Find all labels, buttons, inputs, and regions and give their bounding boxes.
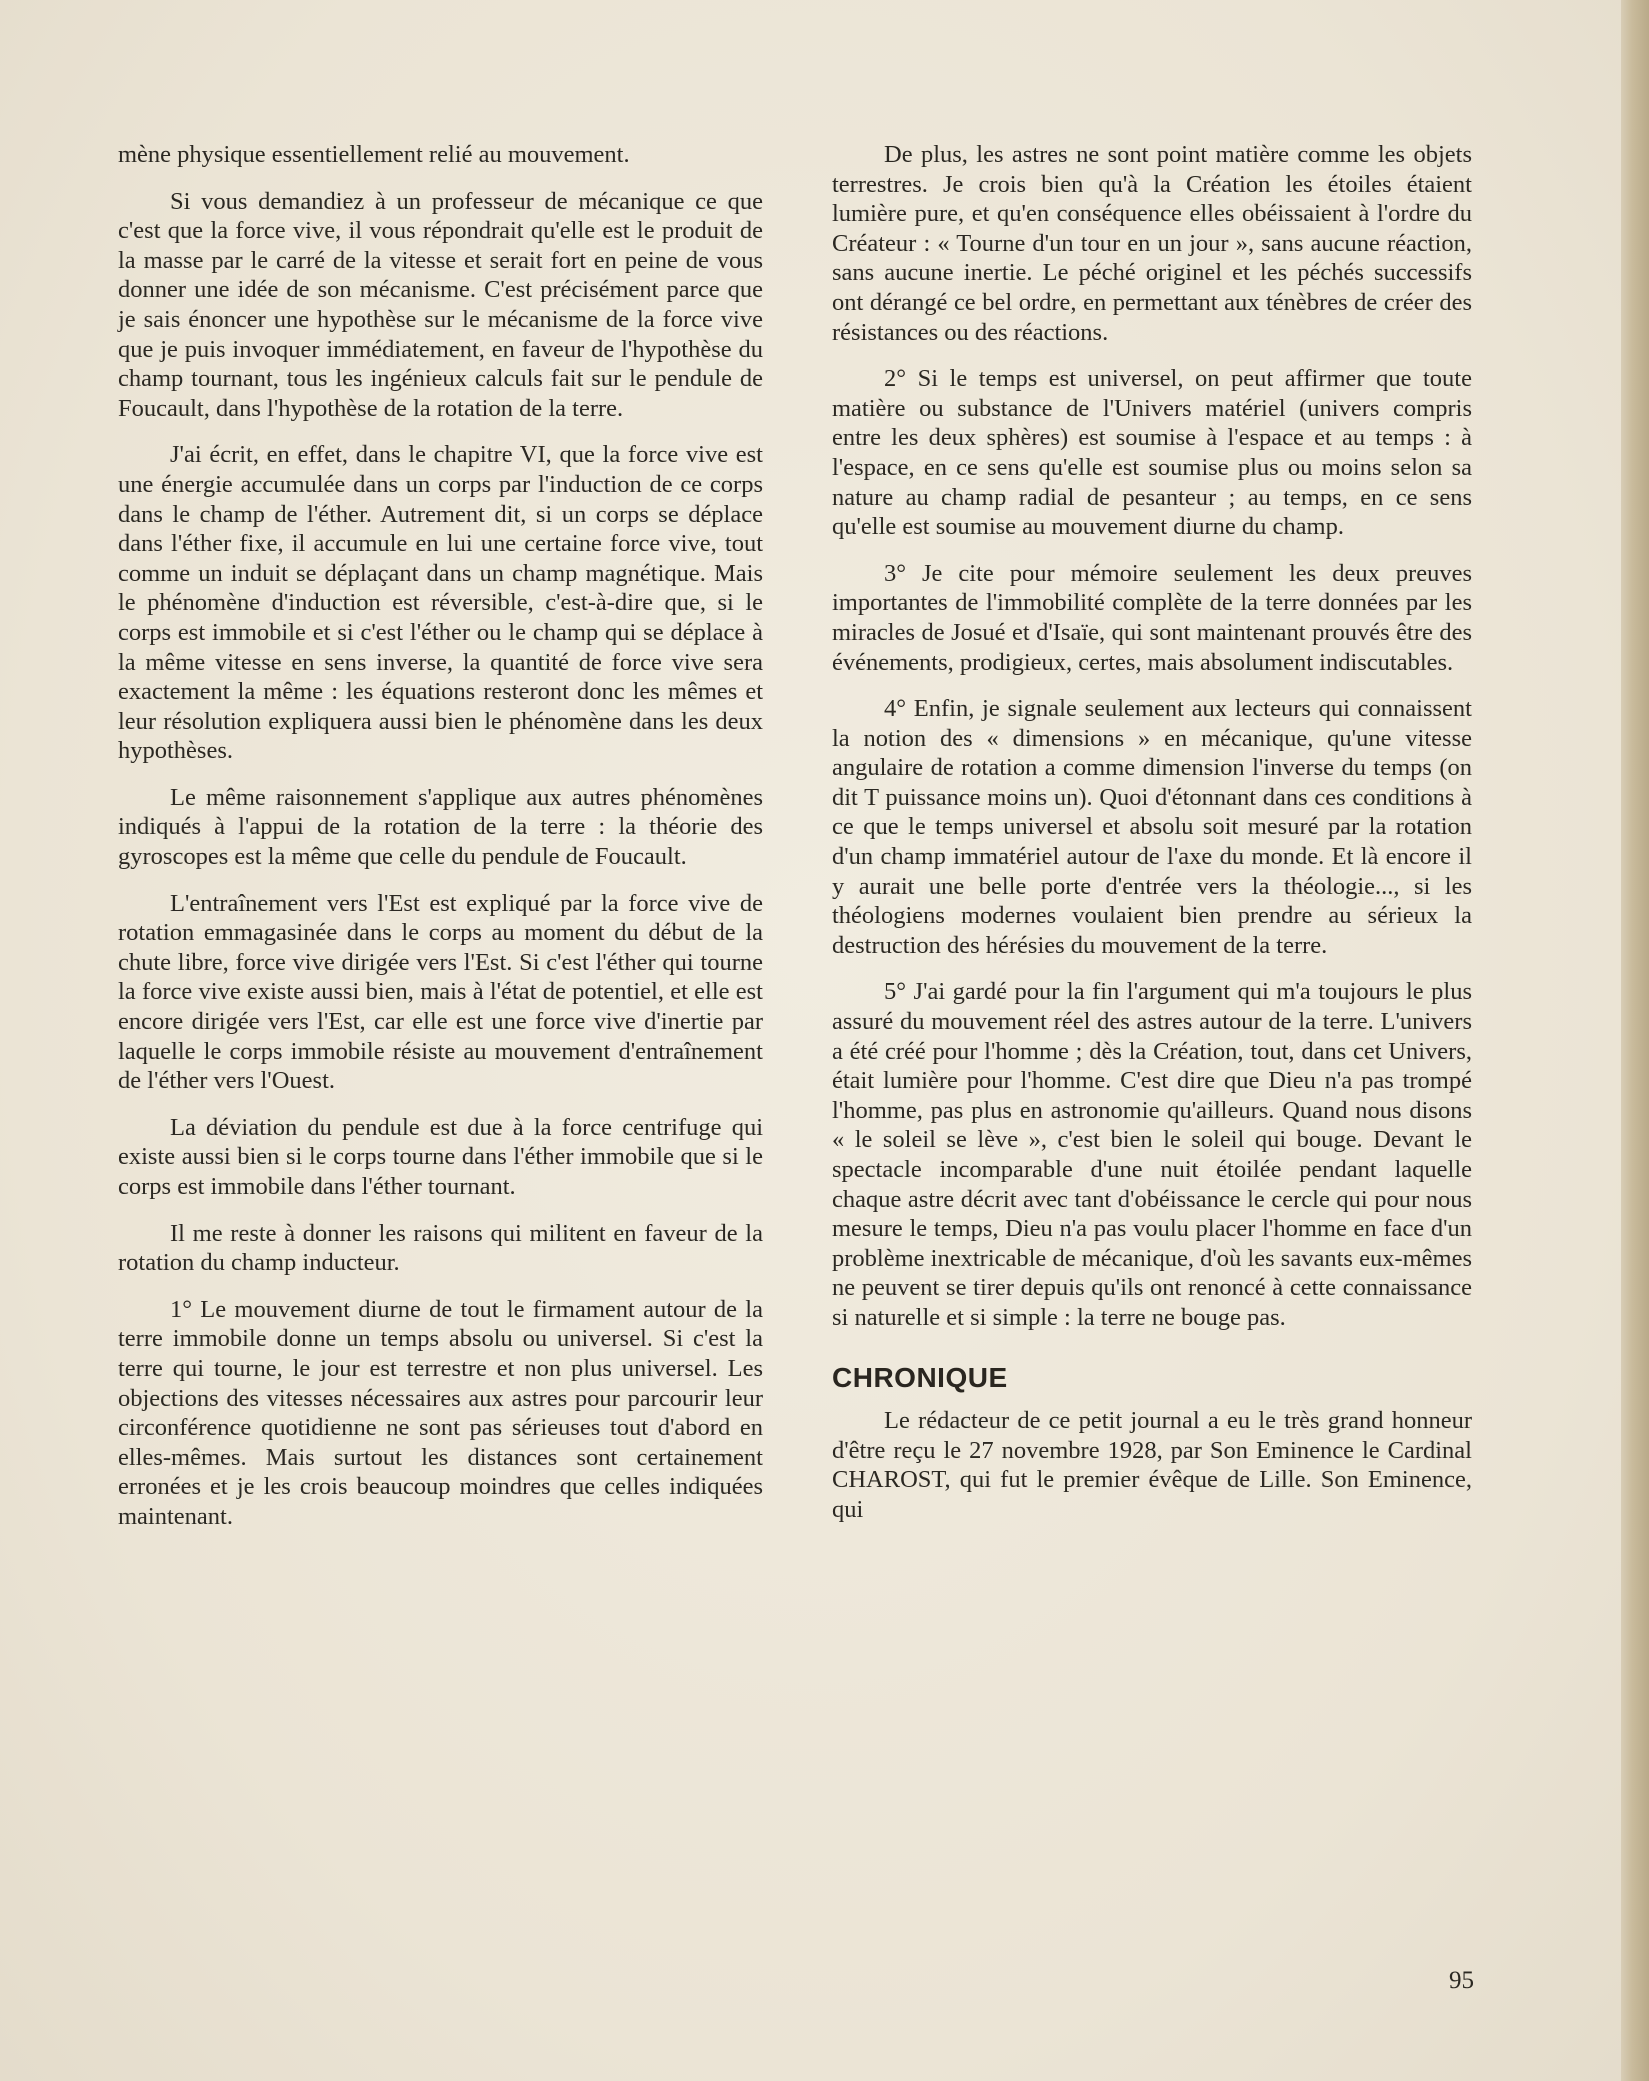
left-paragraph-7: Il me reste à donner les raisons qui militent en faveur de la rotation du champ inducteur. <box>118 1219 763 1277</box>
left-paragraph-5: L'entraînement vers l'Est est expliqué par la force vive de rotation emmagasinée dans le corps au moment du début de la chute libre, force vive dirigée vers l'Est. Si c'est l'éther qui tourne la force vive existe aussi bien, mais à l'état de potentiel, et elle est encore dirigée vers l'Est, car elle est une force vive d'inertie par laquelle le corps immobile résiste au mouvement d'entraînement de l'éther vers l'Ouest. <box>118 889 763 1095</box>
right-paragraph-5: 5° J'ai gardé pour la fin l'argument qui m'a toujours le plus assuré du mouvement réel des astres autour de la terre. L'univers a été créé pour l'homme ; dès la Création, tout, dans cet Univers, était lumière pour l'homme. C'est dire que Dieu n'a pas trompé l'homme, pas plus en astronomie qu'ailleurs. Quand nous disons « le soleil se lève », c'est bien le soleil qui bouge. Devant le spectacle incomparable d'une nuit étoilée pendant laquelle chaque astre décrit avec tant d'obéissance le cercle qui pour nous mesure le temps, Dieu n'a pas voulu placer l'homme en face d'un problème inextricable de mécanique, d'où les savants eux-mêmes ne peuvent se tirer depuis qu'ils ont renoncé à cette connaissance si naturelle et si simple : la terre ne bouge pas. <box>832 978 1472 1331</box>
left-paragraph-1: mène physique essentiellement relié au mouvement. <box>118 141 630 168</box>
left-paragraph-6: La déviation du pendule est due à la force centrifuge qui existe aussi bien si le corps tourne dans l'éther immobile que si le corps est immobile dans l'éther tournant. <box>118 1113 763 1200</box>
section-heading-chronique: CHRONIQUE <box>832 1361 1008 1393</box>
right-paragraph-3: 3° Je cite pour mémoire seulement les deux preuves importantes de l'immobilité complète de la terre données par les miracles de Josué et d'Isaïe, qui sont maintenant prouvés être des événements, prodigieux, certes, mais absolument indiscutables. <box>832 559 1472 676</box>
page-edge <box>1621 0 1649 2081</box>
left-column <box>118 140 763 1549</box>
left-paragraph-3: J'ai écrit, en effet, dans le chapitre VI, que la force vive est une énergie accumulée dans un corps par l'induction de ce corps dans le champ de l'éther. Autrement dit, si un corps se déplace dans l'éther fixe, il accumule en lui une certaine force vive, tout comme un induit se déplaçant dans un champ magnétique. Mais le phénomène d'induction est réversible, c'est-à-dire que, si le corps est immobile et si c'est l'éther ou le champ qui se déplace à la même vitesse en sens inverse, la quantité de force vive sera exactement la même : les équations resteront donc les mêmes et leur résolution expliquera aussi bien le phénomène dans les deux hypothèses. <box>118 441 763 765</box>
right-paragraph-4: 4° Enfin, je signale seulement aux lecteurs qui connaissent la notion des « dimensions » en mécanique, qu'une vitesse angulaire de rotation a comme dimension l'inverse du temps (on dit T puissance moins un). Quoi d'étonnant dans ces conditions à ce que le temps universel et absolu soit mesuré par la rotation d'un champ immatériel autour de l'axe du monde. Et là encore il y aurait une belle porte d'entrée vers la théologie..., si les théologiens modernes voulaient bien prendre au sérieux la destruction des hérésies du mouvement de la terre. <box>832 695 1472 959</box>
page-number: 95 <box>1449 1967 1474 1994</box>
right-paragraph-1: De plus, les astres ne sont point matière comme les objets terrestres. Je crois bien qu'à la Création les étoiles étaient lumière pure, et qu'en conséquence elles obéissaient à l'ordre du Créateur : « Tourne d'un tour en un jour », sans aucune réaction, sans aucune inertie. Le péché originel et les péchés successifs ont dérangé ce bel ordre, en permettant aux ténèbres de créer des résistances ou des réactions. <box>832 141 1472 346</box>
chronique-paragraph: Le rédacteur de ce petit journal a eu le très grand honneur d'être reçu le 27 novembre 1928, par Son Eminence le Cardinal CHAROST, qui fut le premier évêque de Lille. Son Eminence, qui <box>832 1407 1472 1523</box>
right-paragraph-2: 2° Si le temps est universel, on peut affirmer que toute matière ou substance de l'Univers matériel (univers compris entre les deux sphères) est soumise à l'espace et au temps : à l'espace, en ce sens qu'elle est soumise plus ou moins selon sa nature au champ radial de pesanteur ; au temps, en ce sens qu'elle est soumise au mouvement diurne du champ. <box>832 365 1472 541</box>
right-column <box>832 140 1472 1542</box>
left-paragraph-2: Si vous demandiez à un professeur de mécanique ce que c'est que la force vive, il vous répondrait qu'elle est le produit de la masse par le carré de la vitesse et serait fort en peine de vous donner une idée de son mécanisme. C'est précisément parce que je sais énoncer une hypothèse sur le mécanisme de la force vive que je puis invoquer immédiatement, en faveur de l'hypothèse du champ tournant, tous les ingénieux calculs fait sur le pendule de Foucault, dans l'hypothèse de la rotation de la terre. <box>118 187 763 422</box>
left-paragraph-4: Le même raisonnement s'applique aux autres phénomènes indiqués à l'appui de la rotation de la terre : la théorie des gyroscopes est la même que celle du pendule de Foucault. <box>118 783 763 871</box>
left-paragraph-8: 1° Le mouvement diurne de tout le firmament autour de la terre immobile donne un temps absolu ou universel. Si c'est la terre qui tourne, le jour est terrestre et non plus universel. Les objections des vitesses nécessaires aux astres pour parcourir leur circonférence quotidienne ne sont pas sérieuses tout d'abord en elles-mêmes. Mais surtout les distances sont certainement erronées et je les crois beaucoup moindres que celles indiquées maintenant. <box>118 1295 763 1530</box>
